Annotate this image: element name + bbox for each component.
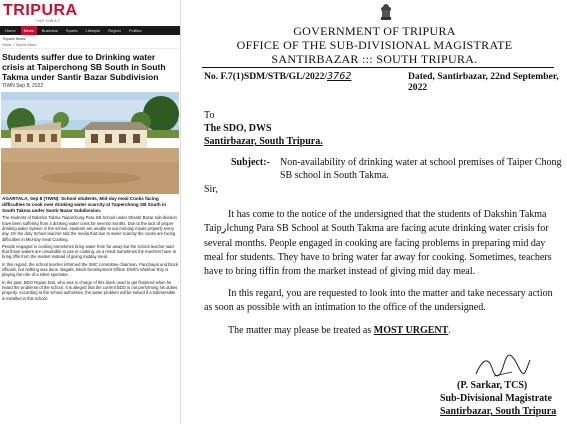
article-paragraph: In this regard, the school teacher informed the SMC committee chairman, Panchayat and block officials, but nothing was done. Bagafa, Block Development Officer Dhrithi Shekhar Roy is playing the role of a silent spectator. [2,261,178,278]
article-dateline: TIWN Sep 8, 2022 [2,83,44,89]
nav-item-news[interactable]: News [21,26,37,35]
signatory-name: (P. Sarkar, TCS) [457,380,528,391]
urgency-text: The matter may please be treated as [228,325,374,336]
subject-line-1: Non-availability of drinking water at school premises of Taiper Chong [280,157,562,168]
letter-office-heading: OFFICE OF THE SUB-DIVISIONAL MAGISTRATE [236,38,513,52]
body-line: have to bring tiffin from the market instead of giving mid day meal. [204,266,476,277]
urgency-line [228,325,451,336]
letter-to: To [204,110,215,121]
urgency-end: . [448,325,451,336]
body-line: In this regard, you are requested to look into the matter and take necessary action [228,288,553,299]
signature-mark [472,350,532,382]
signatory-title: Sub-Divisional Magistrate [440,393,552,404]
nav-item-sports[interactable]: Sports [65,28,78,33]
body-line: as soon as possible with an intimation to the office of the undersigned. [204,302,486,313]
official-letter [182,0,567,424]
reference-number: No. F.7(1)SDM/STB/GL/2022/ [204,71,328,82]
school-photo-image [1,92,179,194]
subject-label: Subject:- [231,157,270,168]
body-line: Taipارchung Para SB School at South Takma are facing acute drinking water crisis for [204,223,549,234]
body-line: meal for students. They have to bring water far away for cooking. Sometimes, teachers [204,252,552,263]
section-row [0,35,180,42]
site-logo-tagline: INFOWAY [36,18,62,23]
letter-government-heading: GOVERNMENT OF TRIPURA [293,24,456,38]
article-headline: Students suffer due to Drinking water crisis at Taiperchong SB South in South Takma under Santir Bazar Subdivision [2,52,166,82]
article-lead: AGARTALA, Sep 8 (TIWN): School students, Mid-day meal Cooks facing difficulties to cook over drinking water scarcity at Taiperchong SB South in South Takma under Santir Bazar Subdivision. [2,196,167,213]
site-logo[interactable]: TRIPURA [3,2,78,19]
news-article-panel [0,0,181,424]
header-divider [202,67,554,68]
section-label[interactable]: Tripura News [2,36,26,41]
signatory-place: Santirbazar, South Tripura [440,406,557,417]
reference-handwritten: 3762 [327,71,352,82]
salutation: Sir, [204,184,218,195]
letter-place-heading: SANTIRBAZAR ::: SOUTH TRIPURA. [271,52,478,66]
nav-item-business[interactable]: Business [41,28,58,33]
state-emblem-icon [377,2,395,22]
urgency-flag: MOST URGENT [373,325,449,336]
body-line: It has come to the notice of the undersigned that the students of Dakshin Takma [228,209,547,220]
article-paragraph: People engaged in cooking sometimes bring water from far away but the school teacher said that those waters are unsuitable to use in cooking, as a result sometimes the teachers have to bring tiffin from the market instead of giving midday meal. [2,243,177,260]
nav-item-lifestyle[interactable]: Lifestyle [85,28,101,33]
site-header [0,0,180,26]
main-nav [0,26,180,35]
article-paragraph: In the past, BDO Rupan Das, who was in charge of this block used to get flustered when he heard the problems of the school. It is alleged that the current BDO is not performing his duties properly. According to the school authorities, the water problem will be solved if a submersible is installed in this school. [2,279,178,301]
nav-item-region[interactable]: Region [108,28,121,33]
article-paragraph: The students of Dakshin Takma Taiparchung Para SB School under Shantir Bazar sub-division have been suffering from a drinking water crisis for several months. Due to the lack of proper drinking water system in the school, students are unable to eat mid-day meals properly every day. On the duty School teacher told the media that due to water scarcity the cooks are facing difficulties in Mid-day meal Cooking. [2,215,177,242]
body-line: several months. People engaged in cooking are facing problems in preparing mid day [204,238,546,249]
nav-item-politics[interactable]: Politics [128,28,142,33]
letter-recipient: The SDO, DWS [204,123,272,134]
letter-date: Dated, Santirbazar, 22nd September, 2022 [408,71,559,93]
article-photo [1,92,179,194]
letter-recipient-place: Santirbazar, South Tripura. [204,136,323,147]
letter-reference [204,71,351,82]
breadcrumb[interactable]: Home > Tripura News [0,42,180,49]
nav-item-home[interactable]: Home [5,28,16,33]
subject-line-2: SB school in South Takma. [280,170,389,181]
